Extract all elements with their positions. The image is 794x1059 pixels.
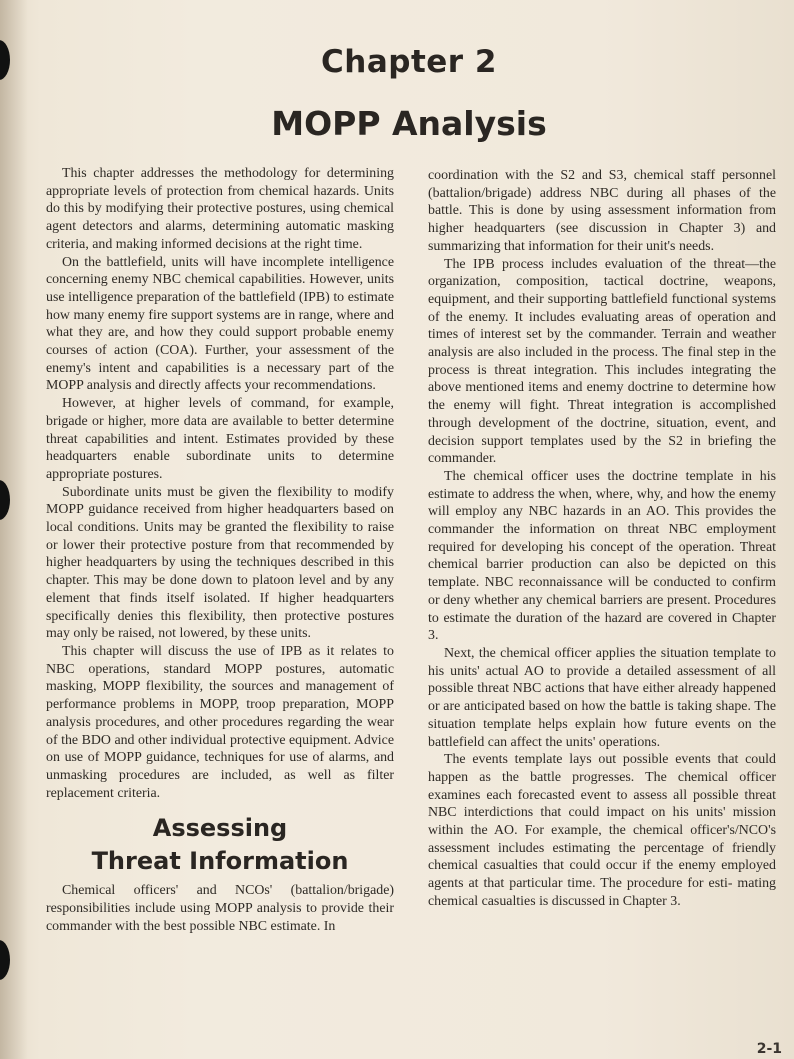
page-edge-shadow	[0, 0, 28, 1059]
paragraph: Chemical officers' and NCOs' (battalion/brigade) responsibilities include using MOPP analysis to provide their commander with the best possible NBC estimate. In	[46, 883, 394, 934]
paragraph: This chapter addresses the methodology for determining appropriate levels of protection from chemical hazards. Units do this by modifying their protective postures, using chemical agent detectors and alarms, determining automatic masking criteria, and making informed decisions at the right time.	[46, 166, 394, 252]
paragraph-continuation: coordination with the S2 and S3, chemical staff personnel (battalion/brigade) address NBC during all phases of the battle. This is done by using assessment information from higher headquarters (see discussion in Chapter 3) and summarizing that information for their unit's needs.	[428, 168, 776, 254]
page-number: 2-1	[756, 1041, 782, 1057]
paragraph: On the battlefield, units will have incomplete intelligence concerning enemy NBC chemical capabilities. However, units use intelligence preparation of the battlefield (IPB) to estimate how many enemy fire support systems are in range, where and what they are, and how they could support probable enemy courses of action (COA). Further, your assessment of the enemy's intent and capabilities is a necessary part of the MOPP analysis and directly affects your recommendations.	[46, 254, 394, 394]
chapter-number: Chapter 2	[321, 44, 497, 80]
paragraph: The events template lays out possible events that could happen as the battle progresses. The chemical officer examines each forecasted event to assess all possible threat NBC interdictions that could impact on his units' mission within the AO. For example, the chemical officer's/NCO's assessment includes estimating the percentage of friendly chemical casualties that could occur if the enemy employed agents at that particular time. The procedure for esti- mating chemical casualties is discussed in Chapter 3.	[428, 752, 776, 909]
chapter-title: MOPP Analysis	[271, 104, 547, 143]
paragraph: The chemical officer uses the doctrine template in his estimate to address the when, where, why, and how the enemy will employ any NBC hazards in an AO. This provides the commander the information on threat NBC employment required for developing his concept of the operation. Threat chemical barrier production can also be depicted on this template. NBC reconnaissance will be conducted to confirm or deny whether any chemical barriers are present. Procedures to estimate the duration of the hazard are covered in Chapter 3.	[428, 468, 776, 644]
right-column	[428, 167, 776, 911]
section-heading-line: Threat Information	[91, 847, 349, 876]
paragraph: The IPB process includes evaluation of the threat—the organization, composition, tactical doctrine, weapons, equipment, and their supporting battlefield functional systems of the enemy. It includes evaluating areas of operation and times of interest set by the commander. Terrain and weather analysis are also included in the process. The final step in the process is threat integration. This includes integrating the above mentioned items and enemy doctrine to determine how the enemy will fight. Threat integration is accomplished through development of the doctrine, situation, event, and decision support templates used by the S2 in briefing the commander.	[428, 256, 776, 467]
paragraph: However, at higher levels of command, for example, brigade or higher, more data are available to better determine threat capabilities and intent. Estimates provided by these headquarters enable subordinate units to determine appropriate postures.	[46, 396, 394, 482]
section-heading-line: Assessing	[152, 814, 288, 843]
paragraph: This chapter will discuss the use of IPB as it relates to NBC operations, standard MOPP postures, automatic masking, MOPP flexibility, the sources and management of performance problems in MOPP, troop preparation, MOPP analysis procedures, and other procedures regarding the wear of the BDO and other individual protective equipment. Advice on use of MOPP guidance, techniques for use of alarms, and unmasking procedures are included, as well as filter replacement criteria.	[46, 643, 394, 801]
paragraph: Next, the chemical officer applies the situation template to his units' actual AO to provide a detailed assessment of all possible threat NBC actions that have either already happened or are anticipated based on how the battle is taking shape. The situation template helps explain how future events on the battlefield can affect the units' operations.	[428, 645, 776, 750]
section-heading	[46, 812, 394, 878]
paragraph: Subordinate units must be given the flexibility to modify MOPP guidance received from higher headquarters based on local conditions. Units may be granted the flexibility to raise or lower their protective posture from that recommended by higher headquarters by using the techniques described in this chapter. This may be done down to platoon level and by any element that finds itself isolated. If higher headquarters specifically denies this flexibility, then protective postures may only be raised, not lowered, by these units.	[46, 484, 394, 642]
left-column	[46, 165, 394, 935]
